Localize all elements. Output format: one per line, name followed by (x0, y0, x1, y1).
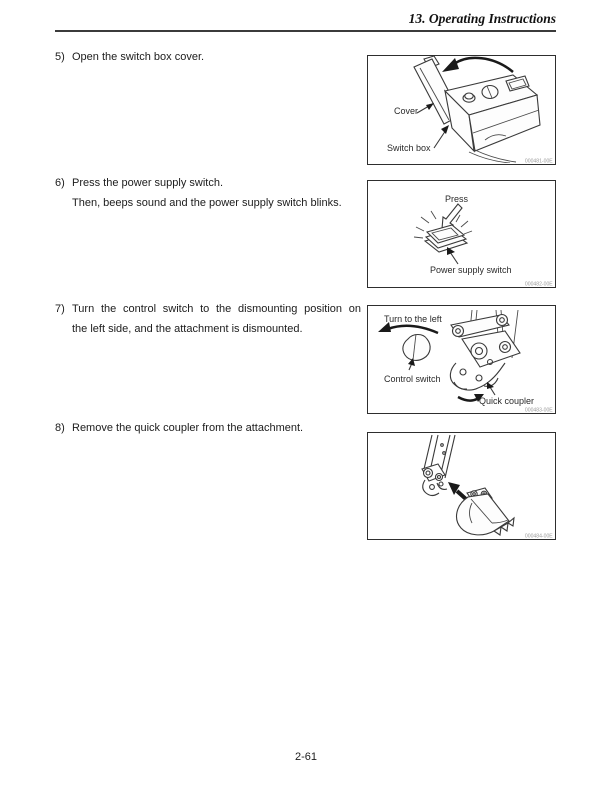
figure-control-switch (367, 305, 556, 414)
step-5-text: Open the switch box cover. (72, 51, 205, 63)
figure-3-code: 000483-00E (525, 407, 553, 413)
step-7-number: 7) (55, 303, 65, 315)
step-7-text-line-2: the left side, and the attachment is dismounted. (72, 323, 303, 335)
page-number: 2-61 (294, 751, 318, 763)
figure-2-code: 000482-00E (525, 281, 553, 287)
figure-remove-coupler (367, 432, 556, 540)
step-8-number: 8) (55, 422, 65, 434)
quick-coupler-label: Quick coupler (479, 396, 535, 406)
power-supply-switch-label: Power supply switch (430, 265, 512, 275)
header-rule (55, 30, 556, 32)
control-switch-label: Control switch (384, 374, 441, 384)
page-header-title: 13. Operating Instructions (408, 11, 556, 26)
figure-4-code: 000484-00E (525, 533, 553, 539)
step-8-text: Remove the quick coupler from the attachment. (72, 422, 304, 434)
step-6-text-line-1: Press the power supply switch. (72, 177, 224, 189)
figure-power-switch (367, 180, 556, 288)
bucket-removal-illustration (368, 433, 554, 538)
press-label: Press (445, 194, 469, 204)
turn-to-left-label: Turn to the left (384, 314, 442, 324)
figure-1-code: 000481-00E (525, 158, 553, 164)
cover-label: Cover (394, 106, 419, 116)
step-6-number: 6) (55, 177, 65, 189)
switch-box-label: Switch box (387, 143, 431, 153)
step-5-number: 5) (55, 51, 65, 63)
step-6-text-line-2: Then, beeps sound and the power supply switch blinks. (72, 197, 342, 209)
step-7-text-line-1: Turn the control switch to the dismounting position on (72, 303, 361, 315)
figure-switch-box (367, 55, 556, 165)
